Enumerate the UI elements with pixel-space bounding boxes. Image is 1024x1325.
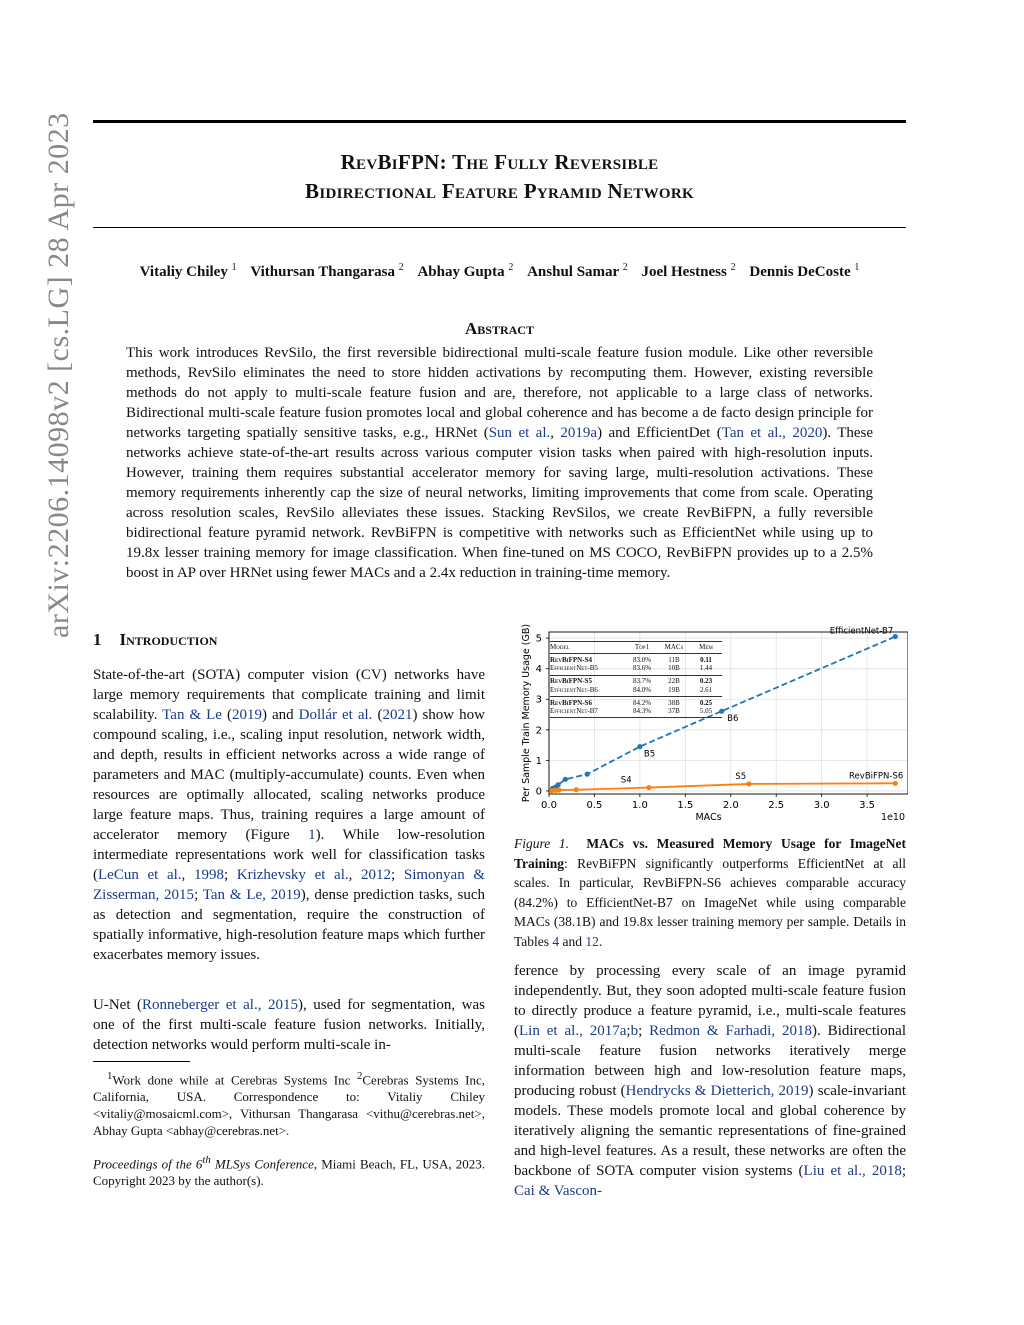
table-rule [550,653,722,654]
citation-link[interactable]: Dollár et al. [298,707,373,723]
y-tick-label: 3 [535,694,542,706]
data-point [637,744,642,749]
table-header-row [550,643,722,652]
x-tick-label: 3.5 [859,800,876,811]
figure-1-caption: Figure 1. MACs vs. Measured Memory Usage for ImageNet Training: RevBiFPN significantly outperforms EfficientNet at all scales. In particular, RevBiFPN-S6 achieves comparable accuracy (84.2%) to EfficientNet-B7 on ImageNet while using comparable MACs (38.1B) and 19.8x lesser training memory per sample. Details in Tables 4 and 12. [514,836,907,949]
x-tick-label: 1.5 [677,800,694,811]
citation-link[interactable]: Tan & Le, 2019 [202,887,301,903]
author-list [93,262,906,281]
chart-annotation: S4 [620,775,632,786]
table-header-cell: Top1 [634,643,650,651]
right-column-paragraph: ference by processing every scale of an image pyramid independently. But, they soon adopted multi-scale feature fusion to directly produce a feature pyramid, i.e., multi-scale features (Lin et al., 2017a;b; Redmon & Farhadi, 2018). Bidirectional multi-scale feature fusion networks iteratively merge information between high and low-resolution feature maps, producing robust (Hendrycks & Dietterich, 2019) scale-invariant models. These models promote local and global coherence by iteratively aligning the semantic representations of fine-grained and high-level features. As a result, these networks are often the backbone of SOTA computer vision systems (Liu et al., 2018; Cai & Vascon- [514,963,907,1199]
chart-annotation: B6 [727,714,739,725]
author: Joel Hestness $^2$ [641,262,736,280]
data-point [646,785,651,790]
table-rule [550,717,722,718]
data-point [585,772,590,777]
citation-link[interactable]: Tan & Le [162,707,222,723]
y-axis-label: Per Sample Train Memory Usage (GB) [521,623,532,803]
citation-link[interactable]: b [630,1023,639,1039]
citation-link[interactable]: LeCun et al. [98,867,182,883]
citation-link[interactable]: 1998 [193,867,224,883]
x-tick-label: 2.5 [768,800,785,811]
data-point [893,634,898,639]
citation-link[interactable]: 2021 [382,707,413,723]
table-row: EfficientNet-B5 83.6% 10B 1.44 [550,664,713,673]
abstract-heading: Abstract [465,319,534,338]
table-row: RevBiFPN-S4 83.0% 11B 0.11 [550,655,712,664]
citation-link[interactable]: Redmon & Farhadi, 2018 [649,1023,813,1039]
author: Vithursan Thangarasa $^2$ [250,262,404,280]
paper-title [93,148,906,206]
table-header-cell: Model [550,643,570,651]
x-tick-label: 3.0 [813,800,830,811]
data-point [893,781,898,786]
author: Abhay Gupta $^2$ [417,262,514,280]
citation-link[interactable]: Tan et al., 2020 [721,425,823,441]
y-tick-label: 1 [535,755,542,767]
data-point [555,782,560,787]
title-top-rule [93,120,906,123]
citation-link[interactable]: 2019a [560,425,598,441]
x-axis-label: MACs [695,812,722,822]
series-line [552,783,896,790]
table-row: EfficientNet-B6 84.0% 19B 2.61 [550,685,713,694]
table-row: RevBiFPN-S5 83.7% 22B 0.23 [550,677,713,686]
citation-link[interactable]: 2012 [361,867,392,883]
chart-inset-table [550,641,722,720]
author: Dennis DeCoste $^1$ [749,262,860,280]
intro-paragraph-2: U-Net (Ronneberger et al., 2015), used for segmentation, was one of the first multi-scale feature fusion networks. Initially, detection networks would perform multi-scale in- [93,997,485,1053]
citation-link[interactable]: 2019 [231,707,262,723]
table-ref-link[interactable]: 12 [585,933,599,949]
y-tick-label: 4 [535,664,542,676]
x-tick-label: 0.0 [541,800,557,811]
x-tick-label: 0.5 [586,800,603,811]
data-point [746,781,751,786]
citation-link[interactable]: Hendrycks & Dietterich, 2019 [625,1083,809,1099]
citation-link[interactable]: Sun et al. [488,425,551,441]
citation-link[interactable]: Simonyan & Zisserman, 2015 [93,867,486,903]
footnote-proceedings: Proceedings of the 6th MLSys Conference, Miami Beach, FL, USA, 2023. Copyright 2023 by the author(s). [93,1154,485,1189]
arxiv-stamp: arXiv:2206.14098v2 [cs.LG] 28 Apr 2023 [42,112,75,638]
citation-link[interactable]: Liu et al., 2018 [803,1163,902,1179]
section-heading-introduction: 1 Introduction [93,630,218,649]
citation-link[interactable]: Krizhevsky et al. [236,867,349,883]
x-tick-label: 1.0 [631,800,648,811]
chart-annotation: EfficientNet-B7 [829,626,894,637]
table-ref-link[interactable]: 4 [552,933,560,949]
data-point [556,787,561,792]
citation-link[interactable]: Cai & Vascon- [514,1183,603,1199]
citation-link[interactable]: Ronneberger et al., 2015 [142,997,299,1013]
footnote-affiliations: $^1$Work done while at Cerebras Systems Inc $^2$Cerebras Systems Inc, California, USA. Correspondence to: Vitaliy Chiley <vitaliy@mosaicml.com>, Vithursan Thangarasa <vithu@cerebras.net>, Abhay Gupta <abhay@cerebras.net>. [93,1070,486,1139]
y-tick-label: 0 [535,786,542,798]
table-rule [550,641,722,642]
x-tick-label: 2.0 [722,800,739,811]
table-rule [550,675,722,676]
intro-paragraph-1: State-of-the-art (SOTA) computer vision (CV) networks have large memory requirements that complicate training and limit scalability. Tan & Le (2019) and Dollár et al. (2021) show how compound scaling, i.e., scaling input resolution, network width, and depth, results in efficient networks across a wide range of parameters and MAC (multiply-accumulate) counts. Even when resources are optimally allocated, scaling networks produce large feature maps. Thus, training requires a large amount of accelerator memory (Figure 1). While low-resolution intermediate representations work well for classification tasks (LeCun et al., 1998; Krizhevsky et al., 2012; Simonyan & Zisserman, 2015; Tan & Le, 2019), dense prediction tasks, such as detection and segmentation, require the construction of spatially informative, high-resolution feature maps which further exacerbates memory issues. [93,667,486,963]
data-point [574,787,579,792]
author: Vitaliy Chiley $^1$ [139,262,237,280]
table-row: EfficientNet-B7 84.3% 37B 5.05 [550,707,713,716]
title-line-1: RevBiFPN: The Fully Reversible [340,150,659,174]
author: Anshul Samar $^2$ [527,262,628,280]
title-bottom-rule [93,227,906,228]
table-header-cell: Mem [699,643,713,651]
table-rule [550,696,722,697]
chart-annotation: RevBiFPN-S6 [849,771,904,782]
citation-link[interactable]: Lin et al., 2017a [519,1023,627,1039]
y-tick-label: 5 [535,633,542,645]
title-line-2: Bidirectional Feature Pyramid Network [305,179,694,203]
table-header-cell: MACs [664,643,684,651]
x-axis-multiplier: 1e10 [881,812,905,822]
footnote-rule [93,1061,190,1062]
figure-ref-link[interactable]: 1 [308,827,316,843]
chart-annotation: S5 [735,771,747,782]
y-tick-label: 2 [535,725,542,737]
chart-annotation: B5 [643,749,656,760]
abstract-body: This work introduces RevSilo, the first reversible bidirectional multi-scale feature fusion module. Like other reversible methods, RevSilo eliminates the need to store hidden activations by recomputing them. However, existing reversible methods do not apply to multi-scale feature fusion and are, therefore, not applicable to a large class of networks. Bidirectional multi-scale feature fusion promotes local and global coherence and has become a de facto design principle for networks targeting spatially sensitive tasks, e.g., HRNet (Sun et al., 2019a) and EfficientDet (Tan et al., 2020). These networks achieve state-of-the-art results across various computer vision tasks when paired with high-resolution inputs. However, training them requires substantial accelerator memory for saving large, multi-resolution activations. These memory requirements inherently cap the size of neural networks, limiting improvements that come from scale. Operating across resolution scales, RevSilo alleviates these issues. Stacking RevSilos, we create RevBiFPN, a fully reversible bidirectional feature pyramid network. RevBiFPN is competitive with networks such as EfficientNet while using up to 19.8x lesser training memory for image classification. When fine-tuned on MS COCO, RevBiFPN provides up to a 2.5% boost in AP over HRNet using fewer MACs and a 2.4x reduction in training-time memory. [126,345,874,581]
data-point [563,777,568,782]
table-row: RevBiFPN-S6 84.2% 38B 0.25 [550,698,713,707]
